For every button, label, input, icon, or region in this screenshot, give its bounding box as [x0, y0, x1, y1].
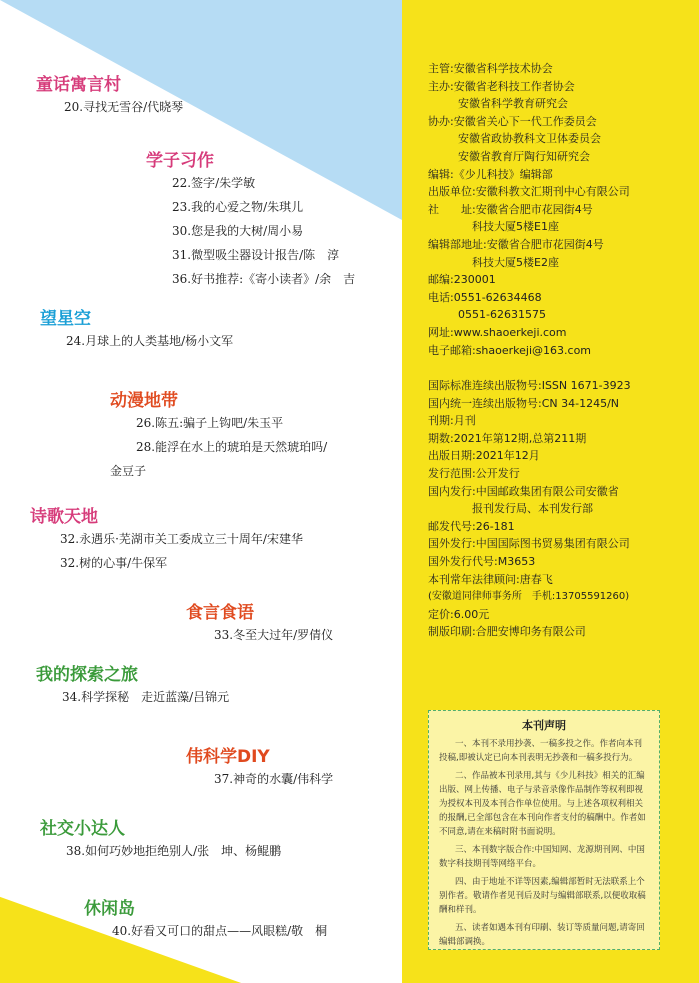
- info-line: 编辑:《少儿科技》编辑部: [428, 167, 553, 181]
- info-line: 国际标准连续出版物号:ISSN 1671-3923: [428, 379, 631, 393]
- toc-item: 32.树的心事/牛保军: [60, 556, 168, 570]
- toc-item: 36.好书推荐:《寄小读者》/余 吉: [172, 272, 356, 286]
- toc-item: 23.我的心爱之物/朱琪儿: [172, 200, 304, 214]
- info-line: (安徽道同律师事务所 手机:13705591260): [428, 591, 630, 603]
- toc-item: 26.陈五:骗子上钩吧/朱玉平: [136, 416, 284, 430]
- toc-item: 28.能浮在水上的琥珀是天然琥珀吗/: [136, 440, 328, 454]
- info-line: 科技大厦5楼E1座: [472, 220, 559, 234]
- toc-item: 34.科学探秘 走近蓝藻/吕锦元: [62, 690, 230, 704]
- info-line: 电话:0551-62634468: [428, 290, 542, 304]
- toc-section-shige: [30, 502, 303, 575]
- toc-item: 30.您是我的大树/周小易: [172, 224, 304, 238]
- toc-section-tonghua: [36, 70, 183, 119]
- info-line: 国内统一连续出版物号:CN 34-1245/N: [428, 396, 620, 410]
- toc-section-shiyan: [186, 598, 333, 647]
- toc-heading: 休闲岛: [84, 899, 135, 919]
- info-line: 协办:安徽省关心下一代工作委员会: [428, 114, 597, 128]
- info-line: 出版单位:安徽科教文汇期刊中心有限公司: [428, 185, 630, 199]
- info-line: 期数:2021年第12期,总第211期: [428, 431, 587, 445]
- toc-item: 33.冬至大过年/罗倩仪: [214, 628, 334, 642]
- info-line: 报刊发行局、本刊发行部: [472, 502, 593, 516]
- notice-title: 本刊声明: [522, 719, 566, 732]
- info-line: 制版印刷:合肥安博印务有限公司: [428, 625, 586, 639]
- toc-section-xiuxian: [84, 894, 327, 943]
- toc-item: 40.好看又可口的甜点——风眼糕/敬 桐: [112, 924, 328, 938]
- info-line: 刊期:月刊: [428, 414, 476, 428]
- notice-box: [428, 710, 660, 950]
- notice-paragraph: 二、作品被本刊录用,其与《少儿科技》相关的汇编出版、网上传播、电子与录音录像作品制作等权利即视为授权本刊及本刊合作单位使用。与上述各项权利相关的报酬,已全部包含在本刊向作者支付的稿酬中。作者如不同意,请在来稿时附书面说明。: [439, 771, 646, 837]
- info-line: 主管:安徽省科学技术协会: [428, 62, 553, 75]
- toc-heading: 伟科学DIY: [186, 747, 270, 767]
- toc-item: 32.永遇乐·芜湖市关工委成立三十周年/宋建华: [60, 532, 303, 546]
- toc-section-wangxingkong: [40, 304, 233, 353]
- toc-item: 22.签字/朱学敏: [172, 176, 256, 190]
- toc-section-weikexue: [186, 742, 333, 791]
- toc-section-xuezi: [146, 146, 355, 291]
- info-line: 发行范围:公开发行: [428, 467, 520, 481]
- toc-item: 金豆子: [110, 464, 147, 478]
- toc-heading: 诗歌天地: [30, 507, 98, 527]
- info-line: 定价:6.00元: [428, 607, 490, 621]
- info-line: 社 址:安徽省合肥市花园街4号: [428, 202, 593, 216]
- masthead-info: [428, 60, 690, 641]
- toc-item: 37.神奇的水囊/伟科学: [214, 772, 334, 786]
- info-line: 安徽省教育厅陶行知研究会: [458, 149, 590, 163]
- toc-heading: 社交小达人: [40, 819, 125, 839]
- info-line: 科技大厦5楼E2座: [472, 255, 559, 269]
- toc-heading: 望星空: [40, 309, 91, 329]
- info-line: 电子邮箱:shaoerkeji@163.com: [428, 343, 592, 357]
- info-line: 主办:安徽省老科技工作者协会: [428, 79, 575, 93]
- notice-paragraph: 三、本刊数字版合作:中国知网、龙源期刊网、中国数字科技期刊等网络平台。: [439, 845, 645, 869]
- info-line: 国内发行:中国邮政集团有限公司安徽省: [428, 484, 619, 498]
- info-line: 国外发行代号:M3653: [428, 555, 536, 569]
- info-line: 邮发代号:26-181: [428, 519, 515, 533]
- toc-section-dongman: [110, 386, 327, 483]
- toc-section-shejiao: [40, 814, 281, 863]
- info-line: 国外发行:中国国际图书贸易集团有限公司: [428, 537, 630, 551]
- notice-paragraph: 五、读者如遇本刊有印刷、装订等质量问题,请寄回编辑部调换。: [439, 923, 645, 947]
- toc-heading: 学子习作: [146, 151, 214, 171]
- toc-heading: 我的探索之旅: [36, 665, 138, 685]
- toc-item: 38.如何巧妙地拒绝别人/张 坤、杨鲲鹏: [66, 844, 282, 858]
- info-line: 安徽省政协教科文卫体委员会: [458, 132, 601, 146]
- info-line: 安徽省科学教育研究会: [458, 97, 568, 111]
- info-line: 网址:www.shaoerkeji.com: [428, 325, 567, 339]
- info-line: 出版日期:2021年12月: [428, 449, 540, 463]
- notice-paragraph: 四、由于地址不详等因素,编辑部暂时无法联系上个别作者。敬请作者见刊后及时与编辑部联系,以便收取稿酬和样刊。: [439, 877, 646, 915]
- info-line: 本刊常年法律顾问:唐春飞: [428, 572, 553, 586]
- notice-paragraph: 一、本刊不录用抄袭、一稿多投之作。作者向本刊投稿,即被认定已向本刊表明无抄袭和一稿多投行为。: [439, 739, 643, 763]
- toc-heading: 食言食语: [186, 603, 254, 623]
- toc-item: 24.月球上的人类基地/杨小文军: [66, 334, 234, 348]
- info-line: 邮编:230001: [428, 273, 496, 287]
- toc-section-tansuo: [36, 660, 229, 709]
- toc-item: 31.微型吸尘器设计报告/陈 淳: [172, 248, 340, 262]
- toc-heading: 童话寓言村: [36, 75, 121, 95]
- info-line: 0551-62631575: [458, 308, 546, 322]
- toc-item: 20.寻找无雪谷/代晓琴: [64, 100, 184, 114]
- toc-heading: 动漫地带: [110, 391, 178, 411]
- info-line: 编辑部地址:安徽省合肥市花园街4号: [428, 237, 604, 251]
